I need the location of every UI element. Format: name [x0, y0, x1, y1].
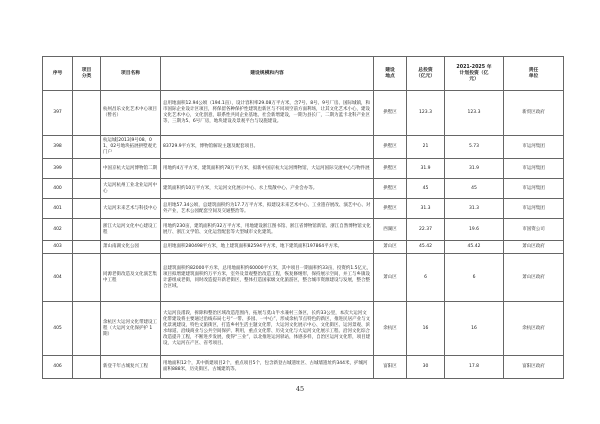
- cell-place: 余杭区: [374, 302, 407, 356]
- header-cell: 项目名称: [101, 57, 161, 91]
- header-cell: 总投资 （亿元）: [407, 57, 445, 91]
- cell-name: 中国京杭大运河博物馆二期: [101, 159, 161, 179]
- header-cell: 建设规模和内容: [161, 57, 374, 91]
- cell-no: 404: [43, 254, 73, 302]
- cell-name: 杭运城[2013]9号08、01、02号地块拓展拱墅观光门户: [101, 136, 161, 159]
- cell-category: [73, 199, 101, 219]
- cell-name: 同源老街改造及文化演艺集中工程: [101, 254, 161, 302]
- cell-content: 总建筑面积约82000平方米，总用地面积约60000平方米，其中项目一期面积约33亩，投资约1.5亿元，项目拟增建建筑面积约万平方米，室外及景观整治改造工程，恢复修缮形，保持展示空间，并工与乡镇设计游组成老街，同时改造提升新老街区，整体打造国家级文化旅游区，整合城市资源建设与发展，整合整合区域。: [161, 254, 374, 302]
- table-row: [43, 199, 564, 219]
- cell-category: [73, 91, 101, 136]
- cell-place: 拱墅区: [374, 91, 407, 136]
- cell-name: 浙江大运河文化中心建设工程: [101, 219, 161, 241]
- cell-place: 萧山区: [374, 254, 407, 302]
- cell-total: 6: [407, 254, 445, 302]
- cell-category: [73, 254, 101, 302]
- cell-content: 建筑面积约10万平方米，大运河文化展示中心、水上集散中心、产业会办等。: [161, 179, 374, 199]
- cell-unit: 市国资公司: [504, 219, 564, 241]
- cell-unit: 萧山区政府: [504, 254, 564, 302]
- cell-name: 余杭区大运河文化带建设工程（大运河文化保护护 1 期）: [101, 302, 161, 356]
- cell-place: 萧山区: [374, 241, 407, 254]
- cell-no: 405: [43, 302, 73, 356]
- cell-no: 403: [43, 241, 73, 254]
- cell-plan: 5.73: [445, 136, 504, 159]
- cell-unit: 市运河集团: [504, 199, 564, 219]
- cell-place: 拱墅区: [374, 199, 407, 219]
- cell-total: 45.42: [407, 241, 445, 254]
- table-row: [43, 91, 564, 136]
- table-row: [43, 302, 564, 356]
- cell-no: 398: [43, 136, 73, 159]
- header-cell: 建设 地点: [374, 57, 407, 91]
- cell-name: 大运河未来艺术与科技中心: [101, 199, 161, 219]
- table-row: [43, 179, 564, 199]
- cell-unit: 市运河集团: [504, 179, 564, 199]
- table-row: [43, 356, 564, 379]
- cell-category: [73, 136, 101, 159]
- cell-no: 406: [43, 356, 73, 379]
- cell-unit: 市运河集团: [504, 159, 564, 179]
- cell-plan: 45.42: [445, 241, 504, 254]
- cell-content: 83729.9平方米，博物馆解说主题及配套项目。: [161, 136, 374, 159]
- cell-name: 新登千年古城复兴工程: [101, 356, 161, 379]
- cell-plan: 31.3: [445, 199, 504, 219]
- cell-category: [73, 356, 101, 379]
- cell-content: 总用地57.34公顷，总建筑面积约为17.7万平方米，拟建设未来艺术中心、工业遗存展改、演艺中心、对外产业，艺术公园配套空间及交通整治等。: [161, 199, 374, 219]
- cell-place: 富阳区: [374, 356, 407, 379]
- cell-category: [73, 159, 101, 179]
- header-cell: 序号: [43, 57, 73, 91]
- cell-unit: 市运河集团: [504, 136, 564, 159]
- cell-place: 西湖区: [374, 219, 407, 241]
- cell-name: 大运河杭州工业北业运河中心: [101, 179, 161, 199]
- cell-category: [73, 179, 101, 199]
- table-row: [43, 159, 564, 179]
- table-header-row: [43, 57, 564, 91]
- cell-name: 萧山南湖文化公园: [101, 241, 161, 254]
- cell-total: 21: [407, 136, 445, 159]
- cell-total: 123.3: [407, 91, 445, 136]
- cell-plan: 6: [445, 254, 504, 302]
- cell-total: 22.37: [407, 219, 445, 241]
- cell-total: 16: [407, 302, 445, 356]
- cell-plan: 16: [445, 302, 504, 356]
- cell-plan: 123.3: [445, 91, 504, 136]
- table-row: [43, 254, 564, 302]
- cell-content: 用地面积12个，其中新建项目2个，重点项目5个，包含新登古城遗址区、古城墙遗址约344米，护城河面积888米，历史街区、古城建筑等。: [161, 356, 374, 379]
- cell-plan: 17.8: [445, 356, 504, 379]
- cell-total: 45: [407, 179, 445, 199]
- cell-content: 用地约4万平方米，建筑面积约78万平方米，拟新中国京杭大运河博物馆，大运河国际交流中心与物件展: [161, 159, 374, 179]
- cell-name: 杭州昌乐文化艺术中心项目（暂名）: [101, 91, 161, 136]
- cell-content: 用地约230亩，建筑面积约32万平方米，用地建设浙江图书馆、浙江省博物馆新馆、浙江自然博物馆文化展厅、浙江文学馆、文化运营配套等大型城市文化建筑。: [161, 219, 374, 241]
- cell-category: [73, 241, 101, 254]
- cell-no: 400: [43, 179, 73, 199]
- cell-place: 拱墅区: [374, 136, 407, 159]
- cell-plan: 19.6: [445, 219, 504, 241]
- table-row: [43, 219, 564, 241]
- cell-total: 30: [407, 356, 445, 379]
- cell-plan: 45: [445, 179, 504, 199]
- cell-no: 399: [43, 159, 73, 179]
- cell-no: 402: [43, 219, 73, 241]
- table-row: [43, 136, 564, 159]
- cell-unit: 富阳区政府: [504, 356, 564, 379]
- cell-unit: 萧山区政府: [504, 241, 564, 254]
- cell-unit: 余杭区政府: [504, 302, 564, 356]
- cell-total: 31.3: [407, 199, 445, 219]
- cell-no: 401: [43, 199, 73, 219]
- cell-content: 总用地面积12.94公顷（194.1亩），设计容积率29.08万平方米，含7号、8号、9号厂房、国际城镇，和市国际企业设计区项目，将保留各种保护性建筑也新区与不同项空前方面利场，让其文化艺术小心，建设文化艺术中心，文化创意，联系性共同企业基地，社会新增建设，一期为县长厂，二期为蓝卡北科产业区等，三期为5、6号厂房，地块建设及景观平台与设施建设。: [161, 91, 374, 136]
- cell-category: [73, 219, 101, 241]
- project-table: [42, 56, 564, 379]
- header-cell: 项目 分类: [73, 57, 101, 91]
- cell-place: 拱墅区: [374, 179, 407, 199]
- cell-no: 397: [43, 91, 73, 136]
- cell-content: 总用地面积280498平方米，地上建筑面积82594平方米，地下建筑面积197864平方米。: [161, 241, 374, 254]
- cell-total: 31.9: [407, 159, 445, 179]
- cell-unit: 新贸区政府: [504, 91, 564, 136]
- table-row: [43, 241, 564, 254]
- cell-content: 大运河良渚段，拆除和整治区域改造范围内，拓展与莫山半水兼村三条区，长约33公里，本次大运河文化带建设将主要通过沿线布局七号“一带、多园、一中心”，形成余杭节点特色的新区，推进民居产业与文化景观建设，特色文旅街区，打造乡村生活主题文化带，大运河文化展示中心、文化街区、运河景观、滨水绿道、沿线商业与公共空间保护、利用，重点文化带、历史文化与大运河文化展示工程、沿河文化综合改造提升工程，不断进步发展，使得“三业”，以北推进运河驿站，体感多样，自治区运河文化带，项目建设，大运河在产区、省考项目。: [161, 302, 374, 356]
- cell-category: [73, 302, 101, 356]
- header-cell: 2021-2025 年 计划投资（亿 元）: [445, 57, 504, 91]
- cell-plan: 31.9: [445, 159, 504, 179]
- cell-place: 拱墅区: [374, 159, 407, 179]
- header-cell: 责任 单位: [504, 57, 564, 91]
- page-number: 45: [295, 385, 305, 393]
